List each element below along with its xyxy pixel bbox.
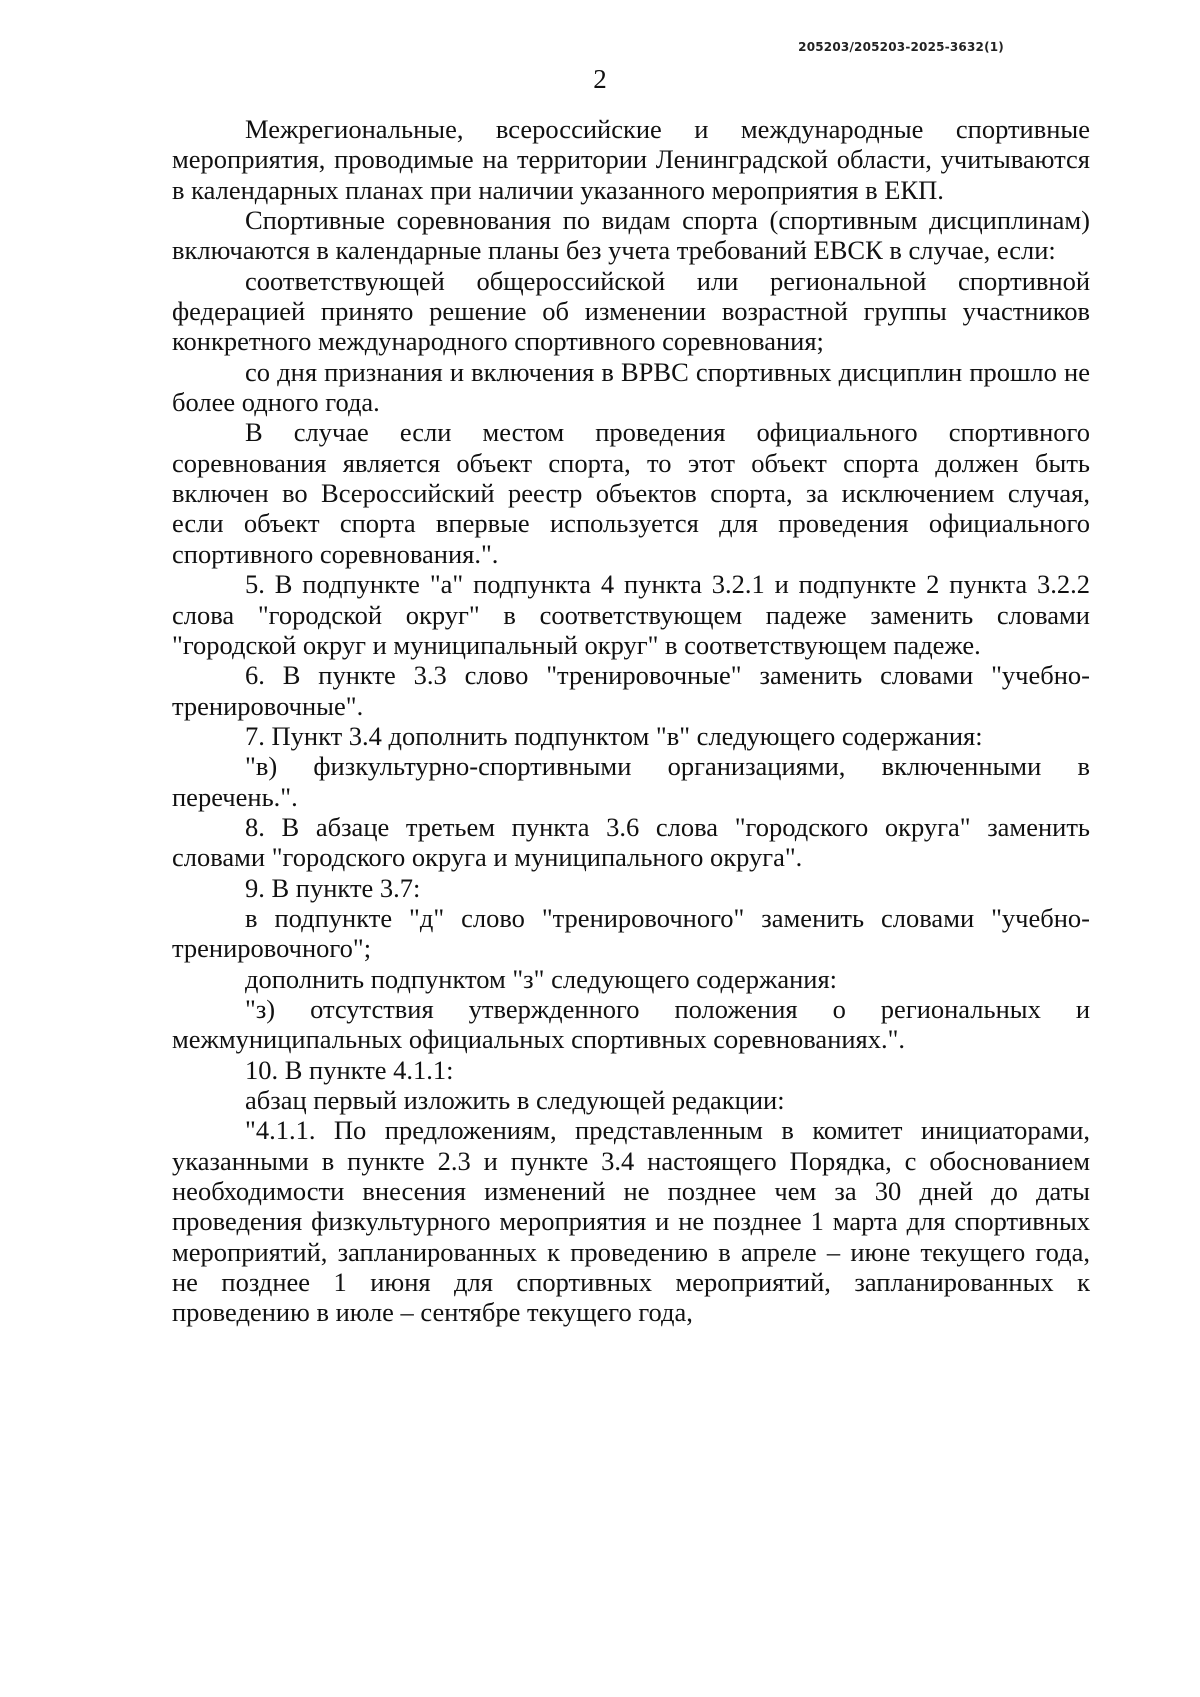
paragraph: соответствующей общероссийской или региональной спортивной федерацией принято решение об изменении возрастной группы участников конкретного международного спортивного соревнования; [172,265,1090,357]
paragraph: Спортивные соревнования по видам спорта (спортивным дисциплинам) включаются в календарные планы без учета требований ЕВСК в случае, если: [172,205,1090,266]
paragraph: В случае если местом проведения официального спортивного соревнования является объект спорта, то этот объект спорта должен быть включен во Всероссийский реестр объектов спорта, за исключением случая, если объект спорта впервые используется для проведения официального спортивного соревнования.". [172,417,1090,569]
paragraph: дополнить подпунктом "з" следующего содержания: [245,963,837,994]
paragraph: "4.1.1. По предложениям, представленным в комитет инициаторами, указанными в пункте 2.3 и пункте 3.4 настоящего Порядка, с обоснованием необходимости внесения изменений не позднее чем за 30 дней до даты проведения физкультурного мероприятия и не позднее 1 марта для спортивных мероприятий, запланированных к проведению в апреле – июне текущего года, не позднее 1 июня для спортивных мероприятий, запланированных к проведению в июле – сентябре текущего года, [172,1115,1090,1328]
paragraph: 10. В пункте 4.1.1: [245,1054,454,1085]
paragraph: "з) отсутствия утвержденного положения о региональных и межмуниципальных официальных спортивных соревнованиях.". [172,993,1090,1055]
paragraph: 6. В пункте 3.3 слово "тренировочные" заменить словами "учебно-тренировочные". [172,660,1090,721]
document-id: 205203/205203-2025-3632(1) [798,40,1004,54]
page-number: 2 [593,64,607,94]
paragraph: 8. В абзаце третьем пункта 3.6 слова "городского округа" заменить словами "городского округа и муниципального округа". [172,811,1090,873]
paragraph: Межрегиональные, всероссийские и международные спортивные мероприятия, проводимые на территории Ленинградской области, учитываются в календарных планах при наличии указанного мероприятия в ЕКП. [172,114,1090,205]
paragraph: со дня признания и включения в ВРВС спортивных дисциплин прошло не более одного года. [172,356,1090,418]
document-body [172,114,1090,1328]
paragraph: абзац первый изложить в следующей редакции: [245,1085,785,1115]
paragraph: 5. В подпункте "а" подпункта 4 пункта 3.2.1 и подпункте 2 пункта 3.2.2 слова "городской округ" в соответствующем падеже заменить словами "городской округ и муниципальный округ" в соответствующем падеже. [172,569,1090,660]
paragraph: 7. Пункт 3.4 дополнить подпунктом "в" следующего содержания: [245,720,983,751]
paragraph: 9. В пункте 3.7: [245,872,421,903]
paragraph: "в) физкультурно-спортивными организациями, включенными в перечень.". [172,751,1090,812]
paragraph: в подпункте "д" слово "тренировочного" заменить словами "учебно-тренировочного"; [172,902,1090,964]
